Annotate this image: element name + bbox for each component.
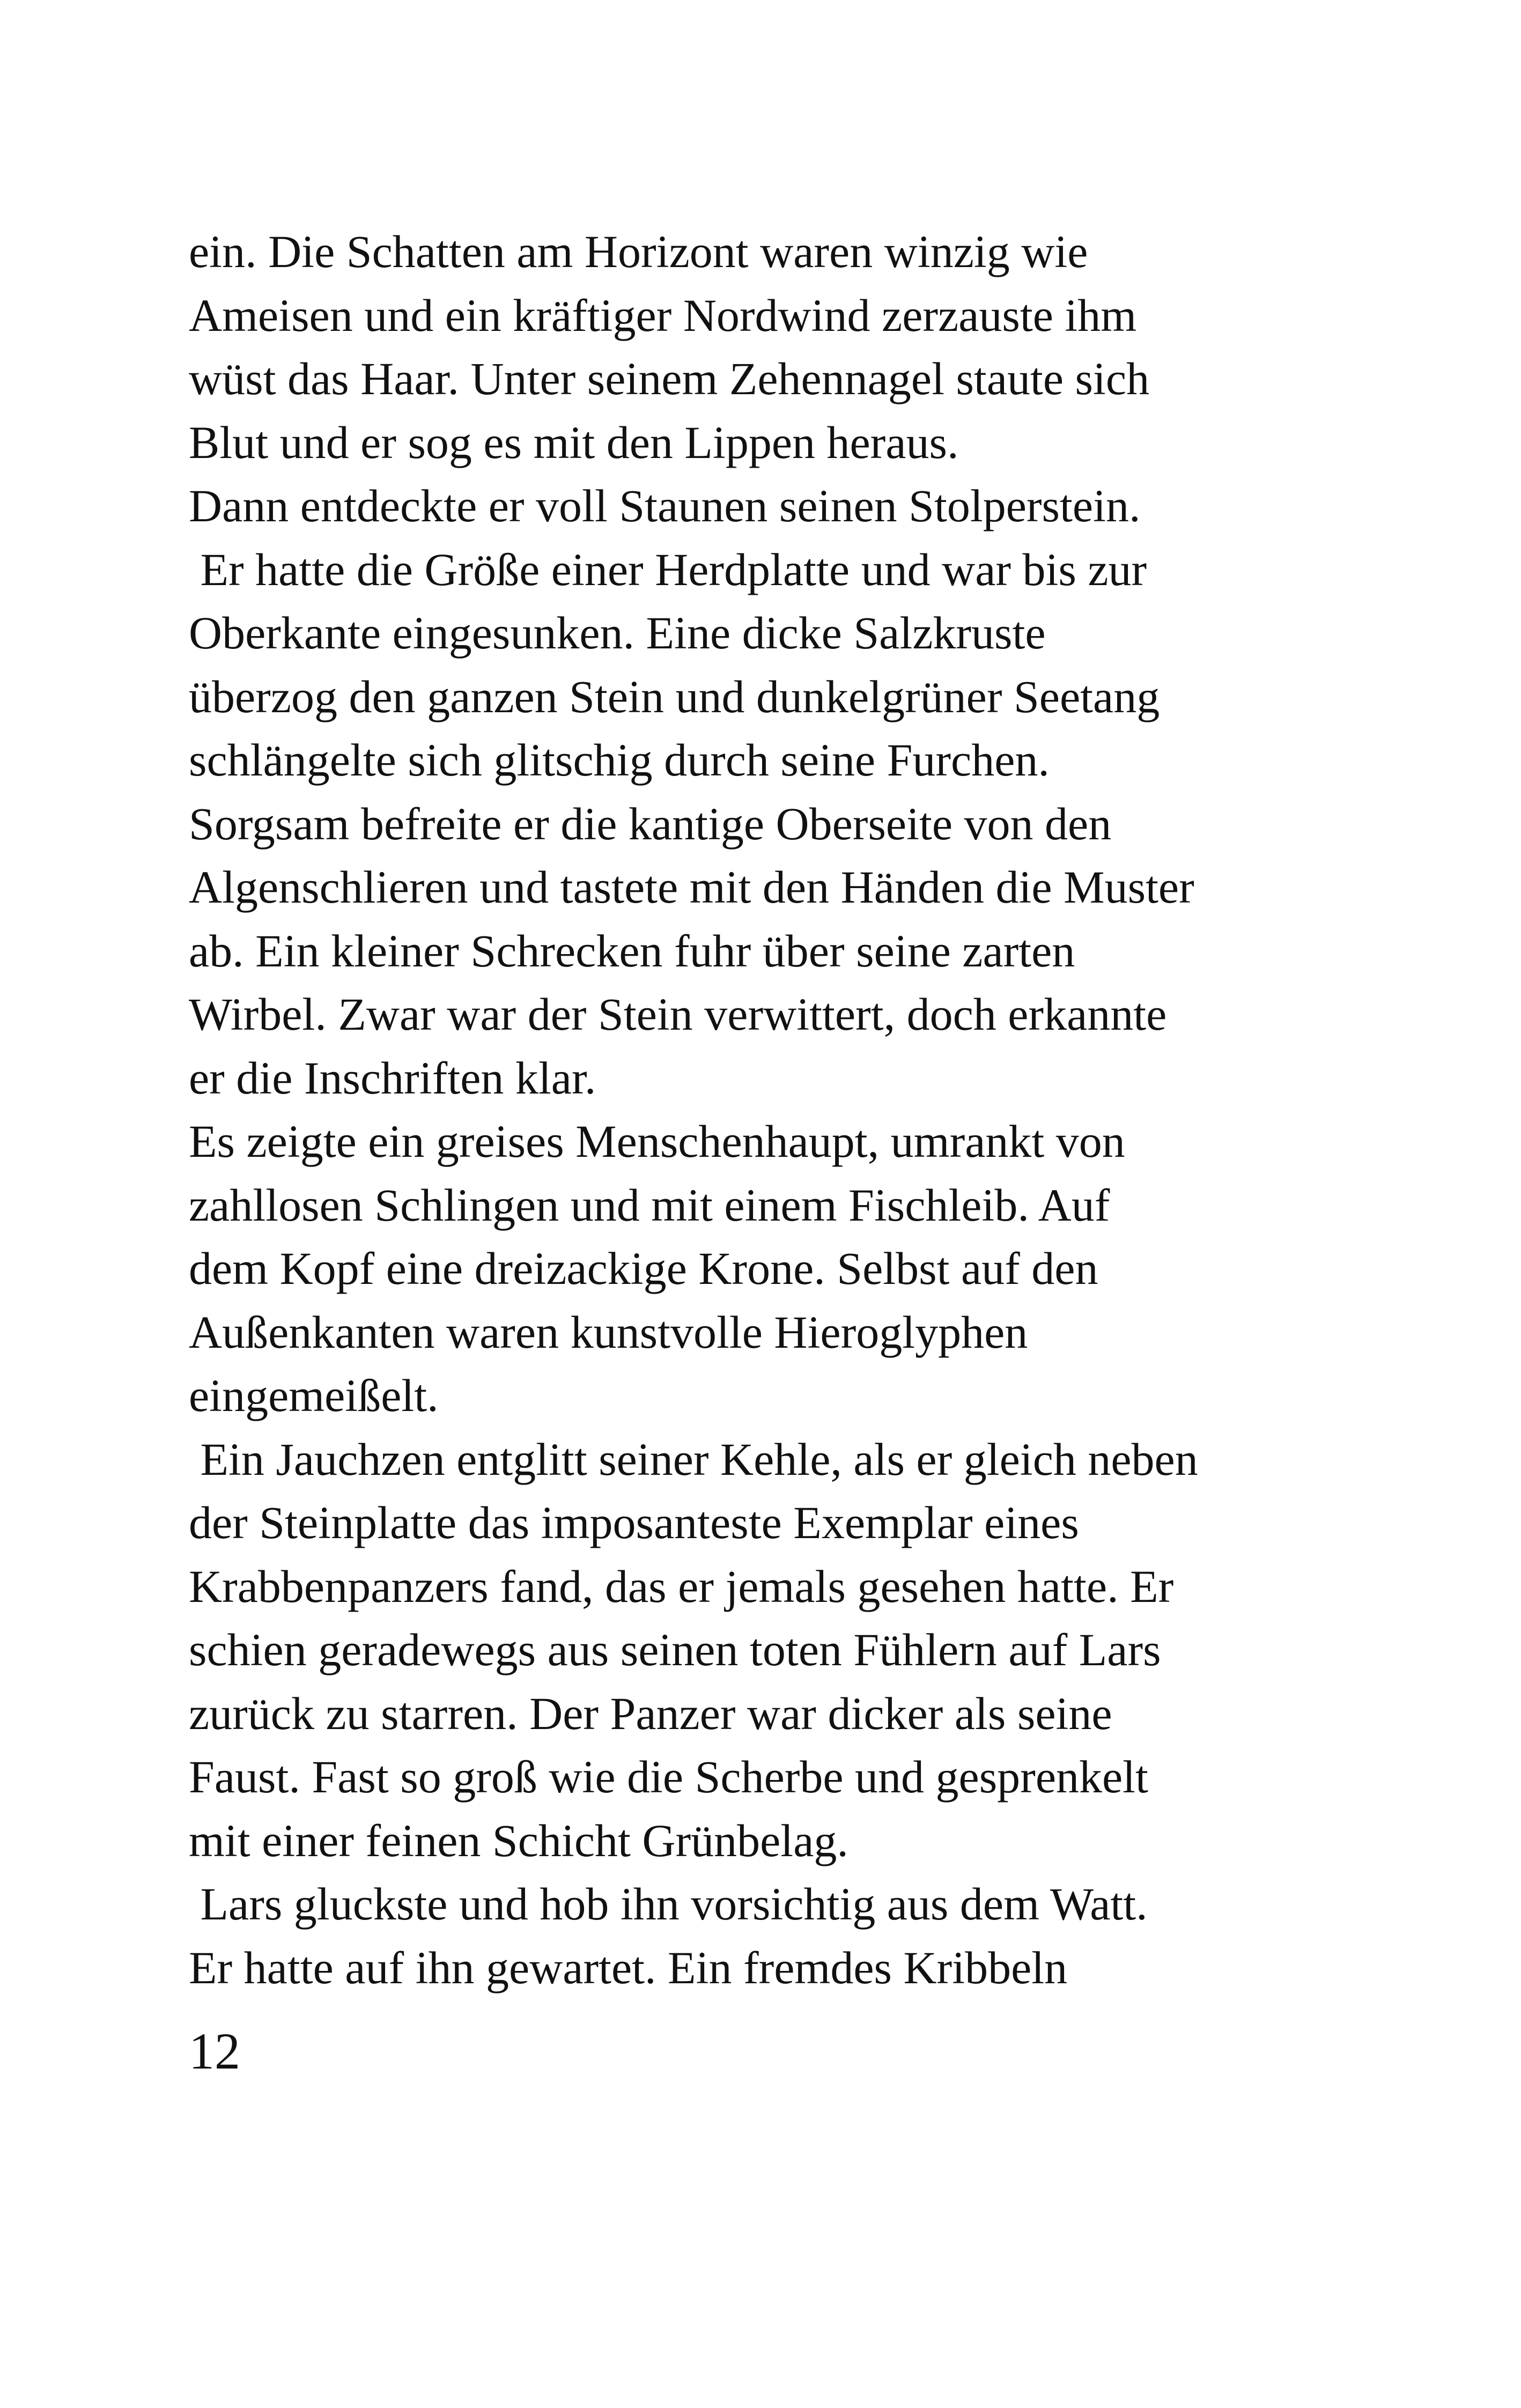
text-line: Blut und er sog es mit den Lippen heraus. — [189, 416, 959, 468]
text-line: schien geradewegs aus seinen toten Fühlern auf Lars — [189, 1624, 1161, 1675]
text-line: der Steinplatte das imposanteste Exemplar eines — [189, 1497, 1079, 1548]
page-number: 12 — [189, 2022, 240, 2080]
text-line: ab. Ein kleiner Schrecken fuhr über seine zarten — [189, 925, 1075, 977]
text-line: zahllosen Schlingen und mit einem Fischleib. Auf — [189, 1179, 1110, 1231]
text-line: überzog den ganzen Stein und dunkelgrüner Seetang — [189, 670, 1160, 722]
text-line: wüst das Haar. Unter seinem Zehennagel staute sich — [189, 353, 1150, 404]
text-line: Lars gluckste und hob ihn vorsichtig aus dem Watt. — [189, 1878, 1148, 1930]
text-line: Dann entdeckte er voll Staunen seinen Stolperstein. — [189, 480, 1141, 531]
text-line: schlängelte sich glitschig durch seine Furchen. — [189, 734, 1050, 786]
text-line: Ameisen und ein kräftiger Nordwind zerzauste ihm — [189, 289, 1137, 341]
text-line: Algenschlieren und tastete mit den Händen die Muster — [189, 861, 1194, 913]
text-line: zurück zu starren. Der Panzer war dicker als seine — [189, 1687, 1112, 1739]
text-line: dem Kopf eine dreizackige Krone. Selbst auf den — [189, 1243, 1098, 1294]
text-line: Oberkante eingesunken. Eine dicke Salzkruste — [189, 607, 1046, 659]
text-line: Ein Jauchzen entglitt seiner Kehle, als er gleich neben — [189, 1433, 1198, 1485]
text-line: er die Inschriften klar. — [189, 1052, 596, 1104]
text-line: eingemeißelt. — [189, 1370, 439, 1421]
text-line: Er hatte auf ihn gewartet. Ein fremdes Kribbeln — [189, 1941, 1068, 1993]
text-line: mit einer feinen Schicht Grünbelag. — [189, 1814, 848, 1866]
text-line: Krabbenpanzers fand, das er jemals gesehen hatte. Er — [189, 1560, 1174, 1612]
body-text — [189, 220, 1369, 1999]
text-line: Er hatte die Größe einer Herdplatte und war bis zur — [189, 543, 1147, 595]
text-line: ein. Die Schatten am Horizont waren winzig wie — [189, 226, 1088, 277]
text-line: Es zeigte ein greises Menschenhaupt, umrankt von — [189, 1116, 1125, 1167]
text-line: Außenkanten waren kunstvolle Hieroglyphen — [189, 1306, 1028, 1358]
text-line: Wirbel. Zwar war der Stein verwittert, doch erkannte — [189, 988, 1167, 1040]
text-line: Faust. Fast so groß wie die Scherbe und gesprenkelt — [189, 1751, 1148, 1803]
text-line: Sorgsam befreite er die kantige Oberseite von den — [189, 797, 1112, 850]
